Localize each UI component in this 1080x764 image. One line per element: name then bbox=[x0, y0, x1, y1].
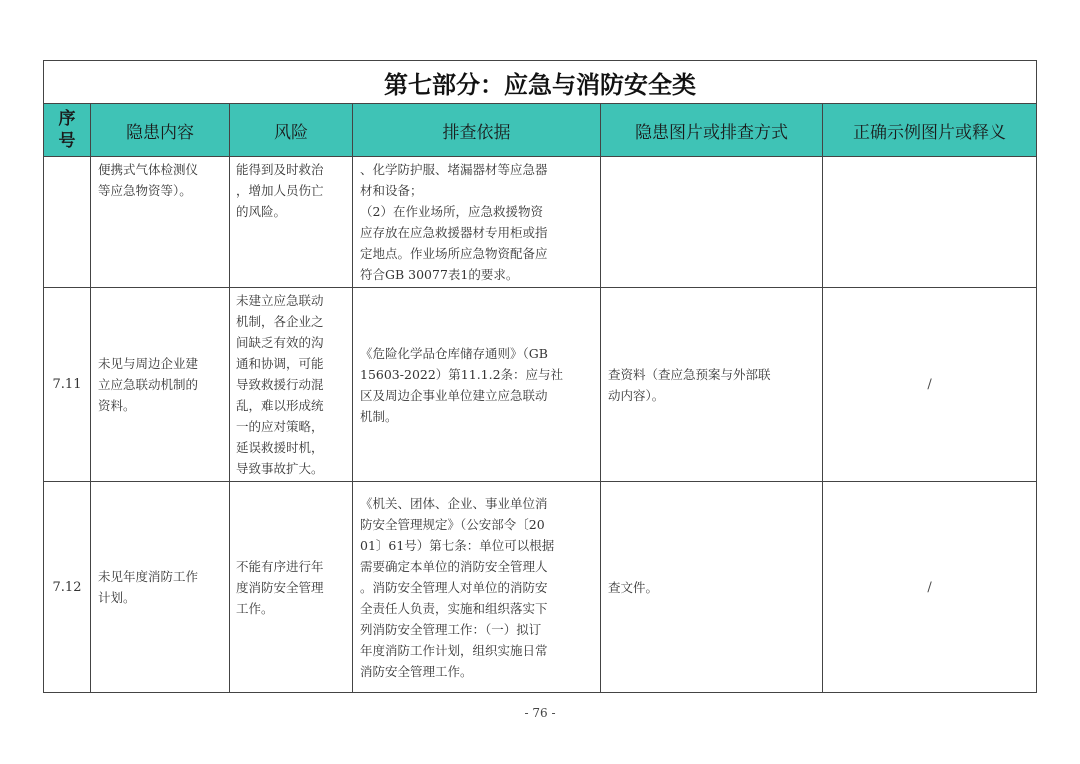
table-header-row bbox=[44, 104, 1037, 157]
column-header-basis: 排查依据 bbox=[353, 104, 601, 157]
row-example: / bbox=[823, 482, 1037, 693]
row-hazard: 未见与周边企业建 立应急联动机制的 资料。 bbox=[98, 356, 199, 413]
row-seq: 7.11 bbox=[44, 288, 91, 482]
column-header-hazard: 隐患内容 bbox=[91, 104, 230, 157]
row-method: 查文件。 bbox=[608, 579, 659, 595]
table-row bbox=[44, 157, 1037, 288]
row-risk: 不能有序进行年 度消防安全管理 工作。 bbox=[236, 558, 324, 616]
row-method: 查资料（查应急预案与外部联 动内容）。 bbox=[608, 366, 771, 403]
column-header-risk: 风险 bbox=[230, 104, 353, 157]
row-hazard: 便携式气体检测仪 等应急物资等）。 bbox=[98, 162, 199, 198]
row-seq: 7.12 bbox=[44, 482, 91, 693]
column-header-seq bbox=[44, 104, 91, 157]
table-row bbox=[44, 482, 1037, 693]
column-header-seq-label: 序 号 bbox=[58, 109, 76, 151]
row-basis: 《机关、团体、企业、事业单位消 防安全管理规定》（公安部令〔20 01〕61号）第七条：单位可以根据 需要确定本单位的消防安全管理人 。消防安全管理人对单位的消防安 全责任人负责，实施和组织落实下 列消防安全管理工作：（一）拟订 年度消防工作计划，组织实施日常 消防安全管理工作。 bbox=[360, 495, 555, 679]
row-basis: 、化学防护服、堵漏器材等应急器 材和设备； （2）在作业场所，应急救援物资 应存放在应急救援器材专用柜或指 定地点。作业场所应急物资配备应 符合GB 30077表1的要求。 bbox=[360, 162, 548, 282]
row-risk: 能得到及时救治 ，增加人员伤亡 的风险。 bbox=[236, 162, 324, 219]
row-risk: 未建立应急联动 机制，各企业之 间缺乏有效的沟 通和协调，可能 导致救援行动混 乱，难以形成统 一的应对策略， 延误救援时机， 导致事故扩大。 bbox=[236, 293, 324, 476]
column-header-example: 正确示例图片或释义 bbox=[823, 104, 1037, 157]
table-row bbox=[44, 288, 1037, 482]
column-header-method: 隐患图片或排查方式 bbox=[601, 104, 823, 157]
row-basis: 《危险化学品仓库储存通则》（GB 15603-2022）第11.1.2条：应与社 区及周边企事业单位建立应急联动 机制。 bbox=[360, 345, 564, 424]
section-title: 第七部分：应急与消防安全类 bbox=[44, 61, 1037, 104]
hazard-table bbox=[43, 60, 1037, 693]
row-seq bbox=[44, 157, 91, 288]
row-example: / bbox=[823, 288, 1037, 482]
page-number: - 76 - bbox=[524, 706, 556, 720]
row-hazard: 未见年度消防工作 计划。 bbox=[98, 569, 199, 605]
row-example bbox=[823, 157, 1037, 288]
